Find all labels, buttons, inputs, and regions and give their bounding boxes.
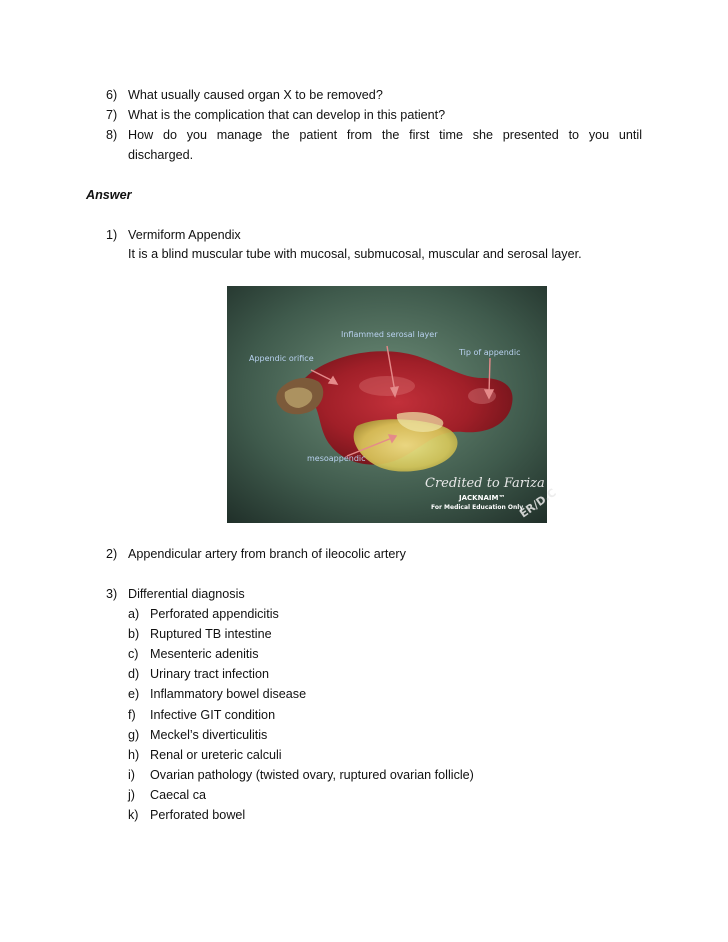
answer-heading: Answer	[86, 188, 132, 202]
list-letter: b)	[128, 627, 140, 642]
question-text: How do you manage the patient from the first time she presented to you until	[128, 128, 642, 142]
list-item-text: Inflammatory bowel disease	[150, 687, 307, 702]
list-letter: f)	[128, 707, 136, 722]
list-item-text: Urinary tract infection	[150, 667, 269, 682]
list-letter: e)	[128, 687, 140, 702]
list-letter: i)	[128, 767, 135, 782]
list-item-text: Infective GIT condition	[150, 707, 276, 722]
list-item-text: Mesenteric adenitis	[150, 647, 259, 662]
list-number: 6)	[106, 88, 118, 102]
list-item-text: Perforated bowel	[150, 808, 246, 822]
answer-text: Appendicular artery from branch of ileocolic artery	[128, 547, 406, 561]
appendix-specimen-photo	[227, 286, 559, 523]
list-letter: j)	[128, 787, 135, 802]
list-letter: d)	[128, 667, 140, 682]
label-appendix-orifice: Appendic orifice	[249, 354, 314, 363]
label-inflamed-serosal-layer: Inflammed serosal layer	[341, 330, 438, 339]
watermark-note: For Medical Education Only	[431, 504, 524, 511]
list-number: 8)	[106, 128, 118, 142]
list-item-text: Meckel’s diverticulitis	[150, 727, 268, 742]
list-letter: k)	[128, 808, 139, 822]
question-text: What is the complication that can develop in this patient?	[128, 108, 446, 122]
label-tip-of-appendix: Tip of appendic	[459, 348, 521, 357]
list-number: 2)	[106, 547, 118, 561]
list-letter: g)	[128, 727, 140, 742]
watermark-credit: Credited to Fariza	[425, 476, 545, 491]
watermark-brand: JACKNAIM™	[459, 494, 506, 502]
svg-text:ER/D.C: ER/D.C	[517, 486, 559, 521]
list-item-text: Ruptured TB intestine	[150, 627, 272, 642]
list-letter: a)	[128, 607, 140, 621]
list-item-text: Ovarian pathology (twisted ovary, ruptured ovarian follicle)	[150, 767, 474, 782]
list-letter: h)	[128, 747, 140, 762]
list-number: 1)	[106, 228, 118, 242]
list-letter: c)	[128, 647, 139, 662]
label-mesoappendix: mesoappendic	[307, 454, 366, 463]
answer-title: Differential diagnosis	[128, 587, 245, 601]
list-number: 7)	[106, 108, 118, 122]
list-item-text: Caecal ca	[150, 787, 207, 802]
list-item-text: Perforated appendicitis	[150, 607, 279, 621]
answer-title: Vermiform Appendix	[128, 228, 241, 242]
question-text: What usually caused organ X to be removed?	[128, 88, 383, 102]
answer-description: It is a blind muscular tube with mucosal, submucosal, muscular and serosal layer.	[128, 247, 582, 261]
list-number: 3)	[106, 587, 118, 601]
question-text-continued: discharged.	[128, 148, 194, 162]
list-item-text: Renal or ureteric calculi	[150, 747, 282, 762]
